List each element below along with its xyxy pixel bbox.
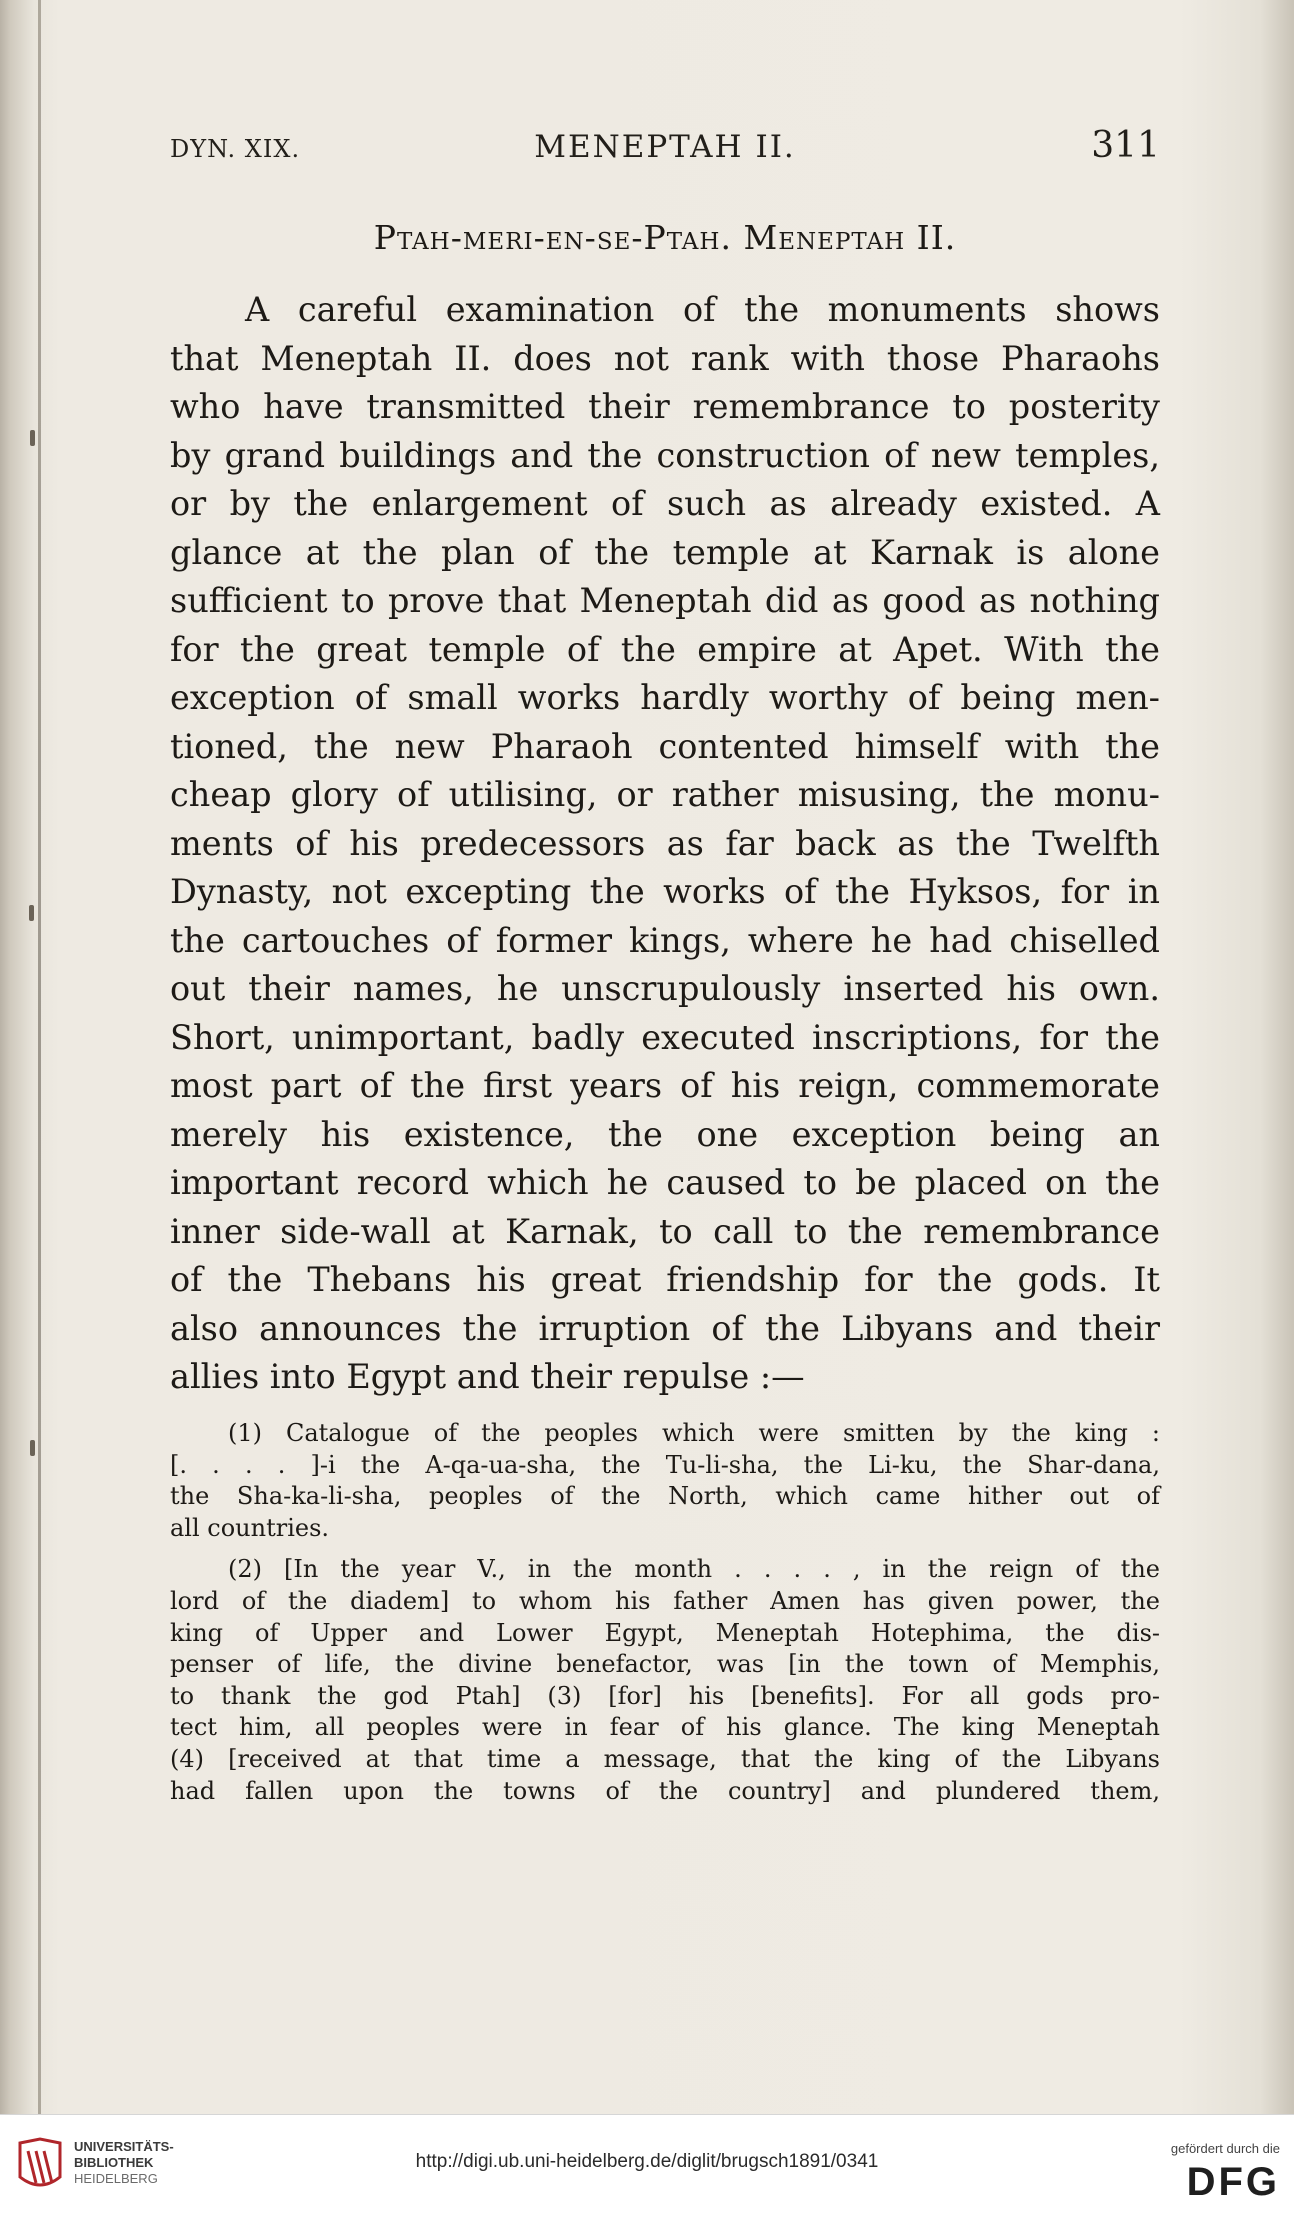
text-line: who have transmitted their remembrance to posterity: [170, 387, 1160, 426]
text-line: by grand buildings and the construction of new temples,: [170, 435, 1160, 475]
scan-speck: [30, 430, 35, 446]
note-line: penser of life, the divine benefactor, was [in the town of Memphis,: [170, 1650, 1160, 1679]
text-line: that Meneptah II. does not rank with those Pharaohs: [170, 338, 1160, 378]
note-line: to thank the god Ptah] (3) [for] his [benefits]. For all gods pro-: [170, 1681, 1160, 1710]
note-line: (1) Catalogue of the peoples which were smitten by the king :: [228, 1419, 1160, 1447]
running-head-dynasty: DYN. XIX.: [170, 135, 301, 163]
note-line: lord of the diadem] to whom his father Amen has given power, the: [170, 1586, 1160, 1615]
main-paragraph: [170, 286, 1160, 1402]
note-line: had fallen upon the towns of the country] and plundered them,: [170, 1776, 1160, 1805]
funder-label: gefördert durch die: [1170, 2141, 1280, 2156]
page-number: 311: [1091, 125, 1160, 166]
text-line: tioned, the new Pharaoh contented himself with the: [170, 726, 1160, 766]
text-line: or by the enlargement of such as already existed. A: [170, 484, 1160, 523]
note-gap: [170, 1544, 1160, 1554]
text-line: for the great temple of the empire at Apet. With the: [170, 629, 1160, 669]
text-line: cheap glory of utilising, or rather misusing, the monu-: [170, 775, 1160, 814]
text-line: also announces the irruption of the Libyans and their: [170, 1308, 1160, 1348]
text-line: merely his existence, the one exception being an: [170, 1114, 1160, 1154]
text-line: inner side-wall at Karnak, to call to the remembrance: [170, 1211, 1160, 1251]
section-title: Ptah-meri-en-se-Ptah. Meneptah II.: [373, 218, 957, 257]
text-line: glance at the plan of the temple at Karnak is alone: [170, 532, 1160, 572]
note-line: the Sha-ka-li-sha, peoples of the North, which came hither out of: [170, 1482, 1160, 1511]
note-line: tect him, all peoples were in fear of his glance. The king Meneptah: [170, 1713, 1160, 1742]
text-line: Short, unimportant, badly executed inscriptions, for the: [170, 1017, 1160, 1057]
text-line: ments of his predecessors as far back as the Twelfth: [170, 823, 1160, 863]
binding-gutter: [38, 0, 41, 2114]
text-line: out their names, he unscrupulously inserted his own.: [170, 969, 1160, 1008]
text-line: most part of the first years of his reign, commemorate: [170, 1066, 1160, 1105]
text-line: exception of small works hardly worthy of being men-: [170, 678, 1160, 717]
note-line: (2) [In the year V., in the month . . . . , in the reign of the: [228, 1555, 1160, 1584]
digitization-footer: [0, 2114, 1294, 2214]
note-line: king of Upper and Lower Egypt, Meneptah Hotephima, the dis-: [170, 1618, 1160, 1647]
university-name-line: UNIVERSITÄTS-: [74, 2139, 174, 2154]
dfg-logo: DFG: [1186, 2160, 1280, 2204]
university-name-line: HEIDELBERG: [74, 2171, 158, 2186]
note-line: all countries.: [170, 1513, 330, 1542]
running-head-title: MENEPTAH II.: [534, 129, 796, 165]
university-name-line: BIBLIOTHEK: [74, 2155, 154, 2170]
text-line: A careful examination of the monuments shows: [245, 290, 1160, 329]
note-line: (4) [received at that time a message, that the king of the Libyans: [170, 1744, 1160, 1773]
permalink-url[interactable]: http://digi.ub.uni-heidelberg.de/diglit/brugsch1891/0341: [415, 2151, 879, 2172]
text-line: of the Thebans his great friendship for the gods. It: [170, 1260, 1160, 1299]
text-line: allies into Egypt and their repulse :—: [170, 1357, 805, 1396]
scan-speck: [29, 905, 34, 921]
note-line: [. . . . ]-i the A-qa-ua-sha, the Tu-li-sha, the Li-ku, the Shar-dana,: [170, 1450, 1160, 1479]
running-head: [170, 125, 1160, 175]
text-line: sufficient to prove that Meneptah did as good as nothing: [170, 581, 1160, 620]
scan-speck: [30, 1440, 35, 1456]
text-line: Dynasty, not excepting the works of the Hyksos, for in: [170, 872, 1160, 911]
inscription-translation: [170, 1418, 1160, 1807]
text-line: the cartouches of former kings, where he had chiselled: [170, 920, 1160, 960]
text-line: important record which he caused to be placed on the: [170, 1163, 1160, 1202]
